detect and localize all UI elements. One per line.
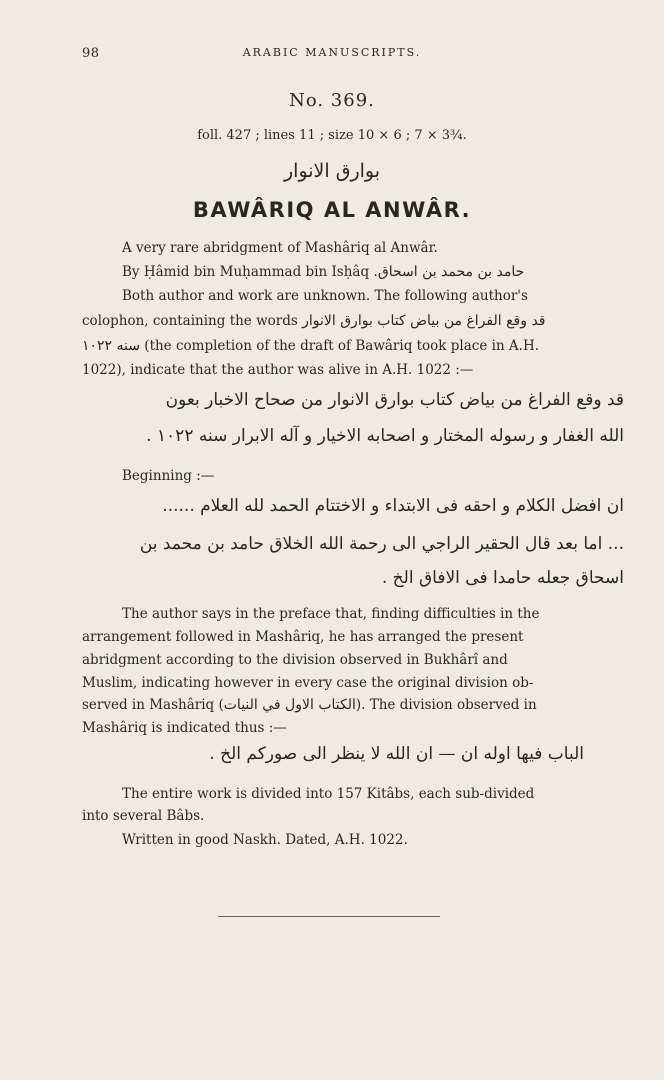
preface-line-5-start: served in Mashâriq ( — [82, 697, 224, 713]
body-line-4 — [82, 313, 546, 329]
closing-line-1: The entire work is divided into 157 Kitâbs, each sub-divided — [122, 786, 535, 802]
body-line-3: Both author and work are unknown. The following author's — [122, 288, 528, 304]
arabic-title: بوارق الانوار — [283, 160, 380, 182]
preface-line-4: Muslim, indicating however in every case the original division ob- — [82, 675, 534, 691]
preface-line-5 — [82, 697, 537, 713]
preface-line-1: The author says in the preface that, finding difficulties in the — [122, 606, 540, 622]
body-line-6: 1022), indicate that the author was alive in A.H. 1022 :— — [82, 362, 474, 378]
closing-line-3: Written in good Naskh. Dated, A.H. 1022. — [122, 832, 408, 848]
entry-number: No. 369. — [289, 90, 375, 111]
preface-line-2: arrangement followed in Mashâriq, he has arranged the present — [82, 629, 524, 645]
completion-note: (the completion of the draft of Bawâriq took place in A.H. — [144, 338, 540, 354]
preface-line-6: Mashâriq is indicated thus :— — [82, 720, 287, 736]
date-arabic: سنه ١٠٢٢ — [82, 338, 140, 354]
colophon-words-arabic: قد وقع الفراغ من بياض كتاب بوارق الانوار — [302, 313, 546, 329]
colophon-arabic-line-2: الله الغفار و رسوله المختار و اصحابه الاخيار و آله الابرار سنه ١٠٢٢ . — [146, 426, 624, 446]
body-line-5 — [82, 338, 539, 354]
section-divider — [218, 916, 440, 917]
author-name: By Ḥâmid bin Muḥammad bin Isḥâq — [122, 264, 370, 280]
beginning-arabic-line-2: ... اما بعد قال الحقير الراجي الى رحمة الله الخلاق حامد بن محمد بن — [139, 534, 624, 554]
page-number: 98 — [82, 46, 100, 61]
entry-title: BAWÂRIQ AL ANWÂR. — [192, 198, 472, 222]
running-title: ARABIC MANUSCRIPTS. — [242, 46, 422, 59]
body-line-2 — [122, 264, 524, 280]
first-book-arabic: الكتاب الاول في النيات — [223, 697, 356, 713]
beginning-arabic-line-1: ان افضل الكلام و احقه فى الابتداء و الاختتام الحمد لله العلام ...... — [162, 496, 624, 516]
body-line-1: A very rare abridgment of Mashâriq al Anwâr. — [122, 240, 438, 256]
beginning-label: Beginning :— — [122, 468, 215, 484]
bab-arabic-line: الباب فيها اوله ان — ان الله لا ينظر الى صوركم الخ . — [209, 744, 584, 764]
preface-line-3: abridgment according to the division observed in Bukhârî and — [82, 652, 508, 668]
colophon-arabic-line-1: قد وقع الفراغ من بياض كتاب بوارق الانوار من صحاح الاخبار بعون — [165, 390, 624, 410]
entry-meta: foll. 427 ; lines 11 ; size 10 × 6 ; 7 × 3¾. — [197, 128, 467, 143]
closing-line-2: into several Bâbs. — [82, 808, 205, 824]
beginning-arabic-line-3: اسحاق جعله حامدا فى الافاق الخ . — [381, 568, 624, 588]
author-name-arabic: حامد بن محمد بن اسحاق. — [373, 264, 525, 280]
preface-line-5-end: ). The division observed in — [355, 697, 537, 713]
colophon-intro: colophon, containing the words — [82, 313, 298, 329]
